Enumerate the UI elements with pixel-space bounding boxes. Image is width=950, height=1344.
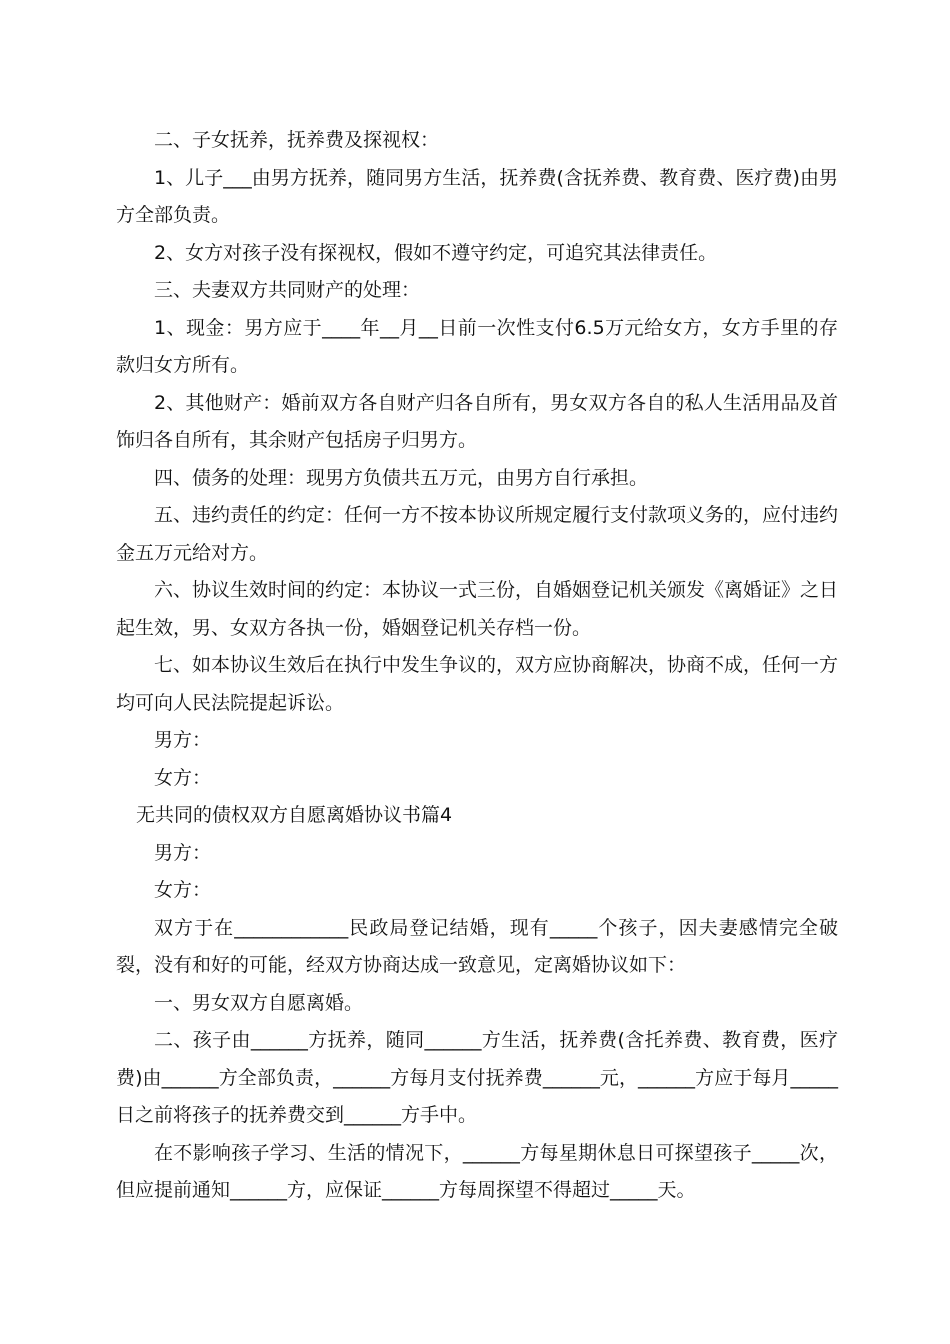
party-line-wife: 女方： xyxy=(154,879,212,901)
section-heading-voluntary-divorce: 一、男女双方自愿离婚。 xyxy=(154,991,364,1014)
paragraph-son-custody: 1、儿子___由男方抚养，随同男方生活，抚养费(含抚养费、教育费、医疗费)由男方全部负责。 xyxy=(116,166,838,226)
article-title: 无共同的债权双方自愿离婚协议书篇4 xyxy=(136,804,453,826)
paragraph-preamble: 双方于在____________民政局登记结婚，现有_____个孩子，因夫妻感情完全破裂，没有和好的可能，经双方协商达成一致意见，定离婚协议如下： xyxy=(116,916,838,976)
signature-line-wife: 女方： xyxy=(154,766,212,789)
signature-line-husband: 男方： xyxy=(154,729,212,751)
section-heading-breach: 五、违约责任的约定：任何一方不按本协议所规定履行支付款项义务的，应付违约金五万元给对方。 xyxy=(116,504,839,564)
paragraph-other-property: 2、其他财产：婚前双方各自财产归各自所有，男女双方各自的私人生活用品及首饰归各自所有，其余财产包括房子归男方。 xyxy=(116,391,838,451)
paragraph-visitation: 2、女方对孩子没有探视权，假如不遵守约定，可追究其法律责任。 xyxy=(154,241,718,264)
section-heading-child-custody: 二、子女抚养，抚养费及探视权： xyxy=(154,129,440,151)
paragraph-visiting-rights: 在不影响孩子学习、生活的情况下，______方每星期休息日可探望孩子_____次，但应提前通知______方，应保证______方每周探望不得超过_____天。 xyxy=(116,1141,838,1201)
document-body xyxy=(116,122,838,1210)
paragraph-child-support: 二、孩子由______方抚养，随同______方生活，抚养费(含托养费、教育费，医疗费)由______方全部负责，______方每月支付抚养费______元，______方应于每月_____日之前将孩子的抚养费交到______方手中。 xyxy=(116,1029,838,1126)
party-line-husband: 男方： xyxy=(154,841,212,864)
section-heading-property: 三、夫妻双方共同财产的处理： xyxy=(154,279,421,301)
paragraph-cash: 1、现金：男方应于____年__月__日前一次性支付6.5万元给女方，女方手里的存款归女方所有。 xyxy=(116,316,838,376)
section-heading-debt: 四、债务的处理：现男方负债共五万元，由男方自行承担。 xyxy=(154,466,649,489)
section-heading-disputes: 七、如本协议生效后在执行中发生争议的，双方应协商解决，协商不成，任何一方均可向人民法院提起诉讼。 xyxy=(116,654,839,714)
section-heading-effective-date: 六、协议生效时间的约定：本协议一式三份，自婚姻登记机关颁发《离婚证》之日起生效，男、女双方各执一份，婚姻登记机关存档一份。 xyxy=(116,579,839,639)
